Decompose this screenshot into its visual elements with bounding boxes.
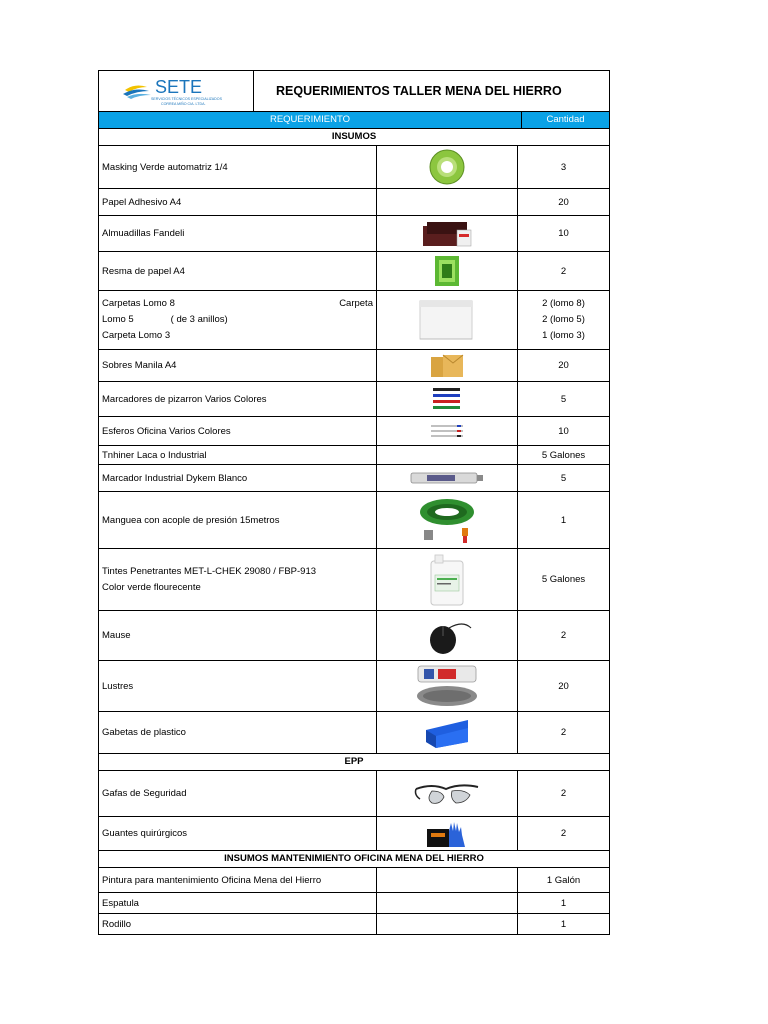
section-epp: EPP: [99, 754, 609, 771]
table-row: [99, 492, 609, 549]
table-row: [99, 252, 609, 291]
item-quantity: 1: [560, 514, 567, 526]
paper-ream-icon: [432, 254, 462, 288]
item-quantity: 5: [560, 393, 567, 405]
item-quantity-line3: 1 (lomo 3): [542, 330, 585, 341]
table-row: [99, 291, 609, 350]
item-image: [377, 350, 518, 381]
item-label: [99, 291, 377, 349]
item-image-empty: [377, 914, 518, 934]
item-label: Esferos Oficina Varios Colores: [99, 417, 377, 445]
item-image: [377, 216, 518, 251]
table-row: [99, 893, 609, 914]
item-label: Marcadores de pizarron Varios Colores: [99, 382, 377, 416]
column-quantity: Cantidad: [521, 112, 609, 128]
logo-text: SETE: [155, 77, 203, 97]
binder-icon: [418, 297, 476, 343]
item-image: [377, 661, 518, 711]
item-image-empty: [377, 868, 518, 892]
item-label: Rodillo: [99, 914, 377, 934]
pens-icon: [427, 422, 467, 440]
item-label: Papel Adhesivo A4: [99, 189, 377, 215]
item-image: [377, 492, 518, 548]
table-row: [99, 611, 609, 661]
document-title: REQUERIMIENTOS TALLER MENA DEL HIERRO: [276, 84, 562, 98]
table-row: [99, 771, 609, 817]
envelopes-icon: [429, 353, 465, 379]
item-label: Gabetas de plastico: [99, 712, 377, 753]
item-quantity: 20: [558, 680, 569, 692]
item-label-line2: Lomo 5 ( de 3 anillos): [102, 314, 228, 325]
green-tape-roll-icon: [427, 148, 467, 186]
item-label: Masking Verde automatriz 1/4: [99, 146, 377, 188]
item-image: [377, 382, 518, 416]
item-label-line1-right: Carpeta: [339, 298, 373, 309]
table-row: [99, 216, 609, 252]
section-oficina: INSUMOS MANTENIMIENTO OFICINA MENA DEL HIERRO: [99, 851, 609, 868]
item-quantity: [518, 291, 609, 349]
column-header-row: [99, 112, 609, 129]
item-image: [377, 417, 518, 445]
section-insumos: INSUMOS: [99, 129, 609, 146]
item-image: [377, 611, 518, 660]
item-label: Mause: [99, 611, 377, 660]
item-quantity: 5: [560, 472, 567, 484]
item-label: Manguea con acople de presión 15metros: [99, 492, 377, 548]
item-quantity: 2: [560, 265, 567, 277]
table-row: [99, 189, 609, 216]
item-image: [377, 146, 518, 188]
item-quantity: 10: [558, 425, 569, 437]
item-image-empty: [377, 893, 518, 913]
sete-logo-icon: [121, 74, 231, 108]
item-image: [377, 817, 518, 850]
mouse-icon: [419, 616, 475, 656]
item-quantity: 2: [560, 630, 567, 641]
table-row: [99, 817, 609, 851]
markers-icon: [429, 385, 465, 413]
table-row: [99, 661, 609, 712]
item-image-empty: [377, 189, 518, 215]
table-row: [99, 868, 609, 893]
table-row: [99, 712, 609, 754]
item-label: Resma de papel A4: [99, 252, 377, 290]
safety-glasses-icon: [412, 779, 482, 809]
logo-subtitle-1: SERVICIOS TÉCNICOS ESPECIALIZADOS: [151, 97, 222, 101]
item-image: [377, 291, 518, 349]
item-quantity-line1: 2 (lomo 8): [542, 298, 585, 309]
item-quantity: 1 Galón: [546, 874, 581, 886]
item-image-empty: [377, 446, 518, 464]
item-quantity: 2: [560, 727, 567, 738]
item-quantity: 1: [560, 897, 567, 909]
steel-wool-icon: [414, 664, 480, 708]
item-label-line1: Tintes Penetrantes MET-L-CHEK 29080 / FBP-913: [102, 565, 317, 577]
table-row: [99, 417, 609, 446]
item-label: Pintura para mantenimiento Oficina Mena del Hierro: [99, 868, 377, 892]
table-row: [99, 465, 609, 492]
item-label: Lustres: [99, 661, 377, 711]
table-row: [99, 350, 609, 382]
item-label: Gafas de Seguridad: [99, 771, 377, 816]
column-requirement: REQUERIMIENTO: [269, 114, 351, 125]
item-label: Sobres Manila A4: [99, 350, 377, 381]
item-quantity: 3: [560, 161, 567, 173]
item-label: Tnhiner Laca o Industrial: [99, 446, 377, 464]
item-quantity: 2: [560, 828, 567, 839]
item-image: [377, 549, 518, 610]
table-row: [99, 382, 609, 417]
item-quantity: 20: [558, 360, 569, 371]
item-image: [377, 712, 518, 753]
item-label-line3: Carpeta Lomo 3: [102, 330, 171, 341]
sheet-header: [99, 71, 609, 112]
item-quantity: 1: [560, 918, 567, 930]
gloves-icon: [425, 819, 469, 849]
requirements-sheet: [98, 70, 610, 935]
garden-hose-icon: [418, 496, 476, 544]
item-label-line2: Color verde flourecente: [102, 581, 201, 593]
item-label: Marcador Industrial Dykem Blanco: [99, 465, 377, 491]
item-label: Almuadillas Fandeli: [99, 216, 377, 251]
item-quantity: 20: [558, 196, 569, 208]
item-quantity: 10: [558, 228, 569, 239]
pads-box-icon: [421, 220, 473, 248]
item-label: Espatula: [99, 893, 377, 913]
table-row: [99, 446, 609, 465]
item-image: [377, 252, 518, 290]
item-quantity: 2: [560, 788, 567, 799]
item-label-line1: Carpetas Lomo 8: [102, 298, 175, 309]
jerrycan-icon: [427, 553, 467, 607]
item-quantity: 5 Galones: [541, 449, 586, 461]
item-label: [99, 549, 377, 610]
table-row: [99, 914, 609, 934]
table-row: [99, 549, 609, 611]
item-label: Guantes quirúrgicos: [99, 817, 377, 850]
logo-subtitle-2: CORREA MIÑO CIA. LTDA.: [161, 102, 206, 106]
item-image: [377, 771, 518, 816]
table-row: [99, 146, 609, 189]
item-quantity-line2: 2 (lomo 5): [542, 314, 585, 325]
plastic-bin-icon: [422, 716, 472, 750]
paint-marker-icon: [409, 470, 485, 486]
company-logo: [99, 71, 254, 111]
item-image: [377, 465, 518, 491]
item-quantity: 5 Galones: [541, 574, 586, 585]
